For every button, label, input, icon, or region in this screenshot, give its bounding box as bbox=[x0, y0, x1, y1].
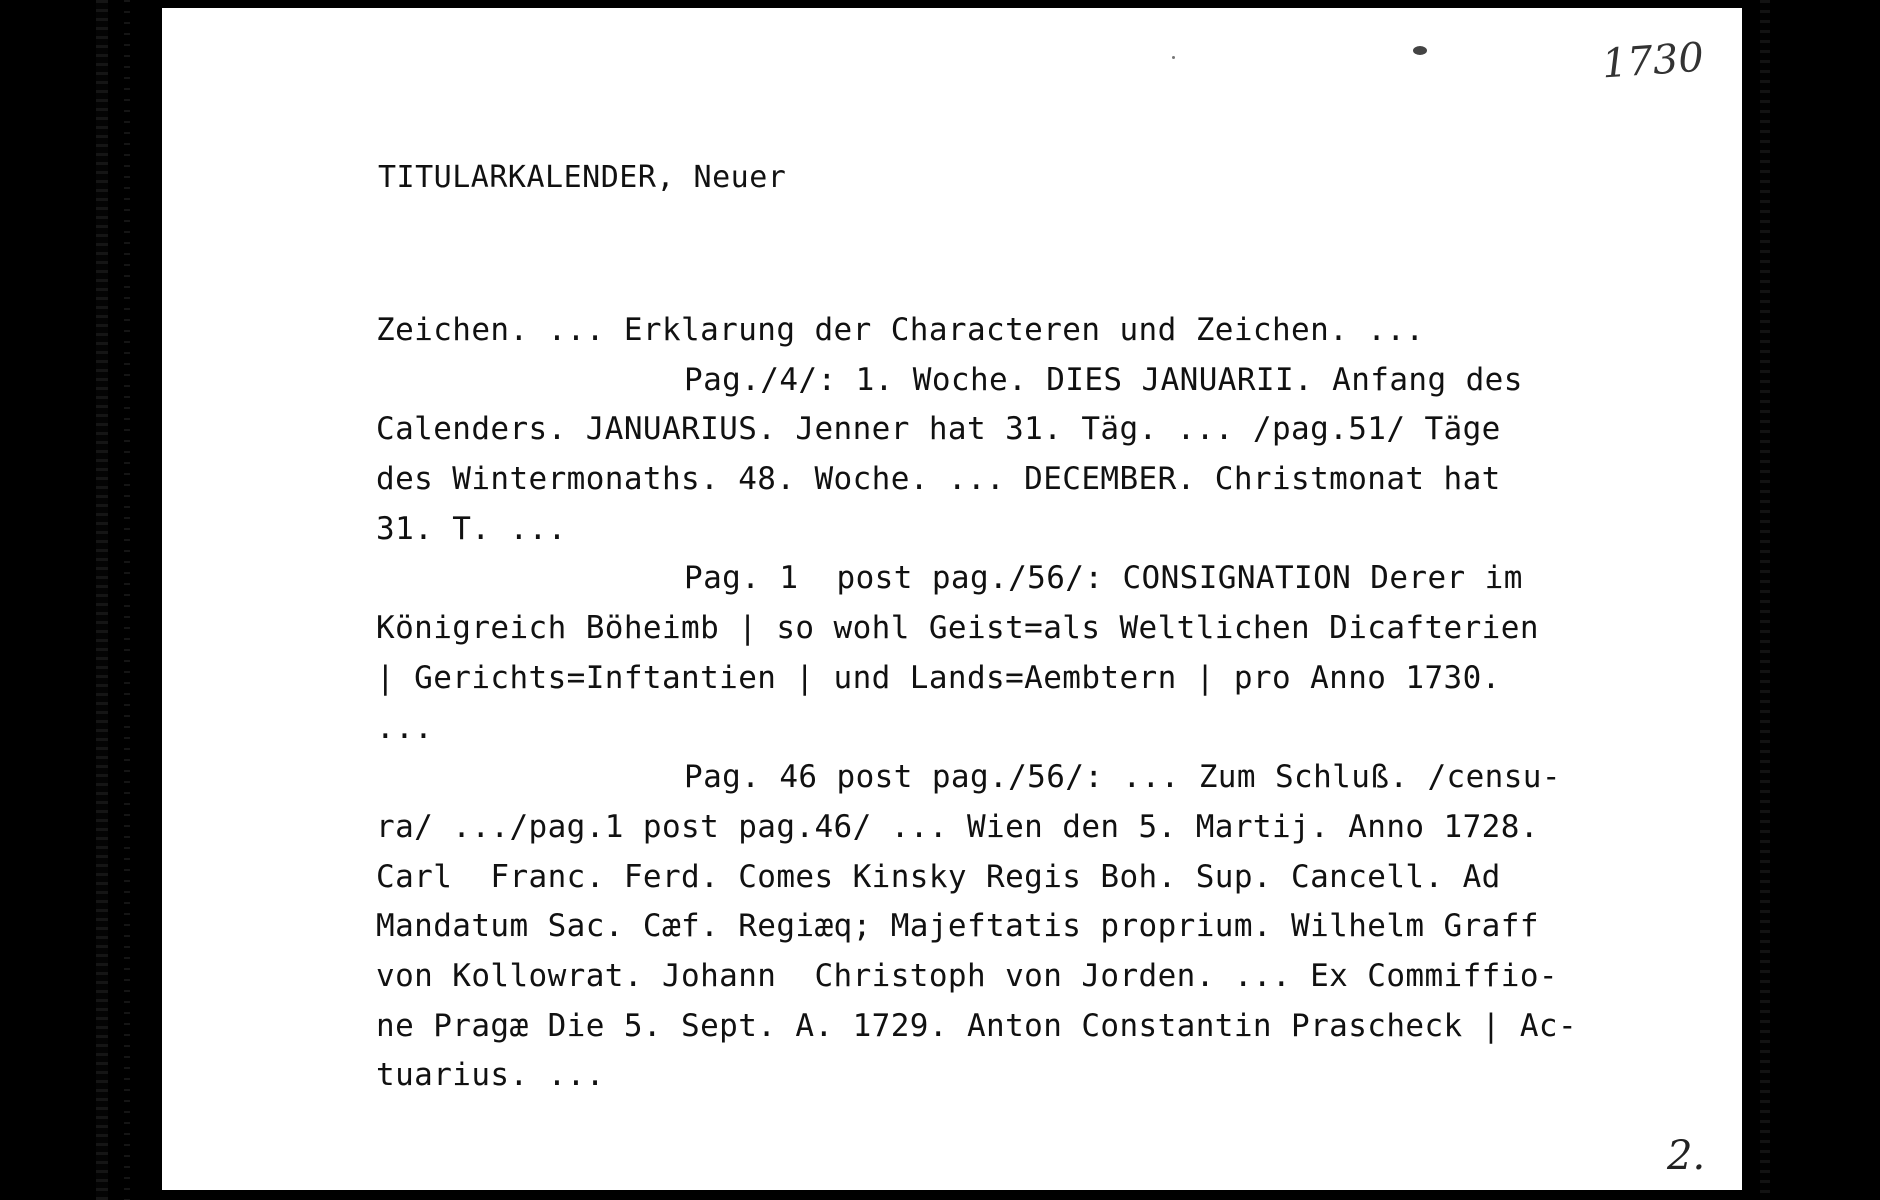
ink-dot bbox=[1172, 56, 1175, 59]
film-edge-left bbox=[96, 0, 108, 1200]
body-line: von Kollowrat. Johann Christoph von Jorden. ... Ex Commiffio- bbox=[376, 957, 1558, 994]
body-line: | Gerichts=Inftantien | und Lands=Aembtern | pro Anno 1730. bbox=[376, 659, 1501, 696]
body-line: Pag. 1 post pag./56/: CONSIGNATION Derer im bbox=[684, 560, 1523, 597]
body-line: Calenders. JANUARIUS. Jenner hat 31. Täg. ... /pag.51/ Täge bbox=[376, 411, 1501, 448]
body-line: des Wintermonaths. 48. Woche. ... DECEMBER. Christmonat hat bbox=[376, 461, 1501, 498]
catalog-card bbox=[162, 8, 1742, 1190]
body-line: ... bbox=[376, 709, 434, 746]
film-edge-left-inner bbox=[124, 0, 130, 1200]
body-line: Königreich Böheimb | so wohl Geist=als Weltlichen Dicafterien bbox=[376, 610, 1539, 647]
page-number: 2. bbox=[1667, 1133, 1706, 1179]
body-line: Pag./4/: 1. Woche. DIES JANUARII. Anfang des bbox=[684, 361, 1523, 398]
folio-number: 1730 bbox=[1600, 34, 1706, 88]
body-line: Carl Franc. Ferd. Comes Kinsky Regis Boh. Sup. Cancell. Ad bbox=[376, 858, 1501, 895]
film-edge-right bbox=[1760, 0, 1770, 1200]
body-line: Pag. 46 post pag./56/: ... Zum Schluß. /censu- bbox=[684, 759, 1561, 796]
body-line: 31. T. ... bbox=[376, 510, 567, 547]
card-body bbox=[376, 306, 1706, 1101]
ink-speck bbox=[1413, 46, 1427, 55]
body-line: tuarius. ... bbox=[376, 1057, 605, 1094]
card-heading: TITULARKALENDER, Neuer bbox=[378, 160, 787, 195]
body-line: Zeichen. ... Erklarung der Characteren und Zeichen. ... bbox=[376, 312, 1425, 348]
body-line: ne Pragæ Die 5. Sept. A. 1729. Anton Constantin Prascheck | Ac- bbox=[376, 1007, 1578, 1044]
body-line: Mandatum Sac. Cæf. Regiæq; Majeftatis proprium. Wilhelm Graff bbox=[376, 908, 1539, 945]
body-line: ra/ .../pag.1 post pag.46/ ... Wien den 5. Martij. Anno 1728. bbox=[376, 808, 1539, 845]
